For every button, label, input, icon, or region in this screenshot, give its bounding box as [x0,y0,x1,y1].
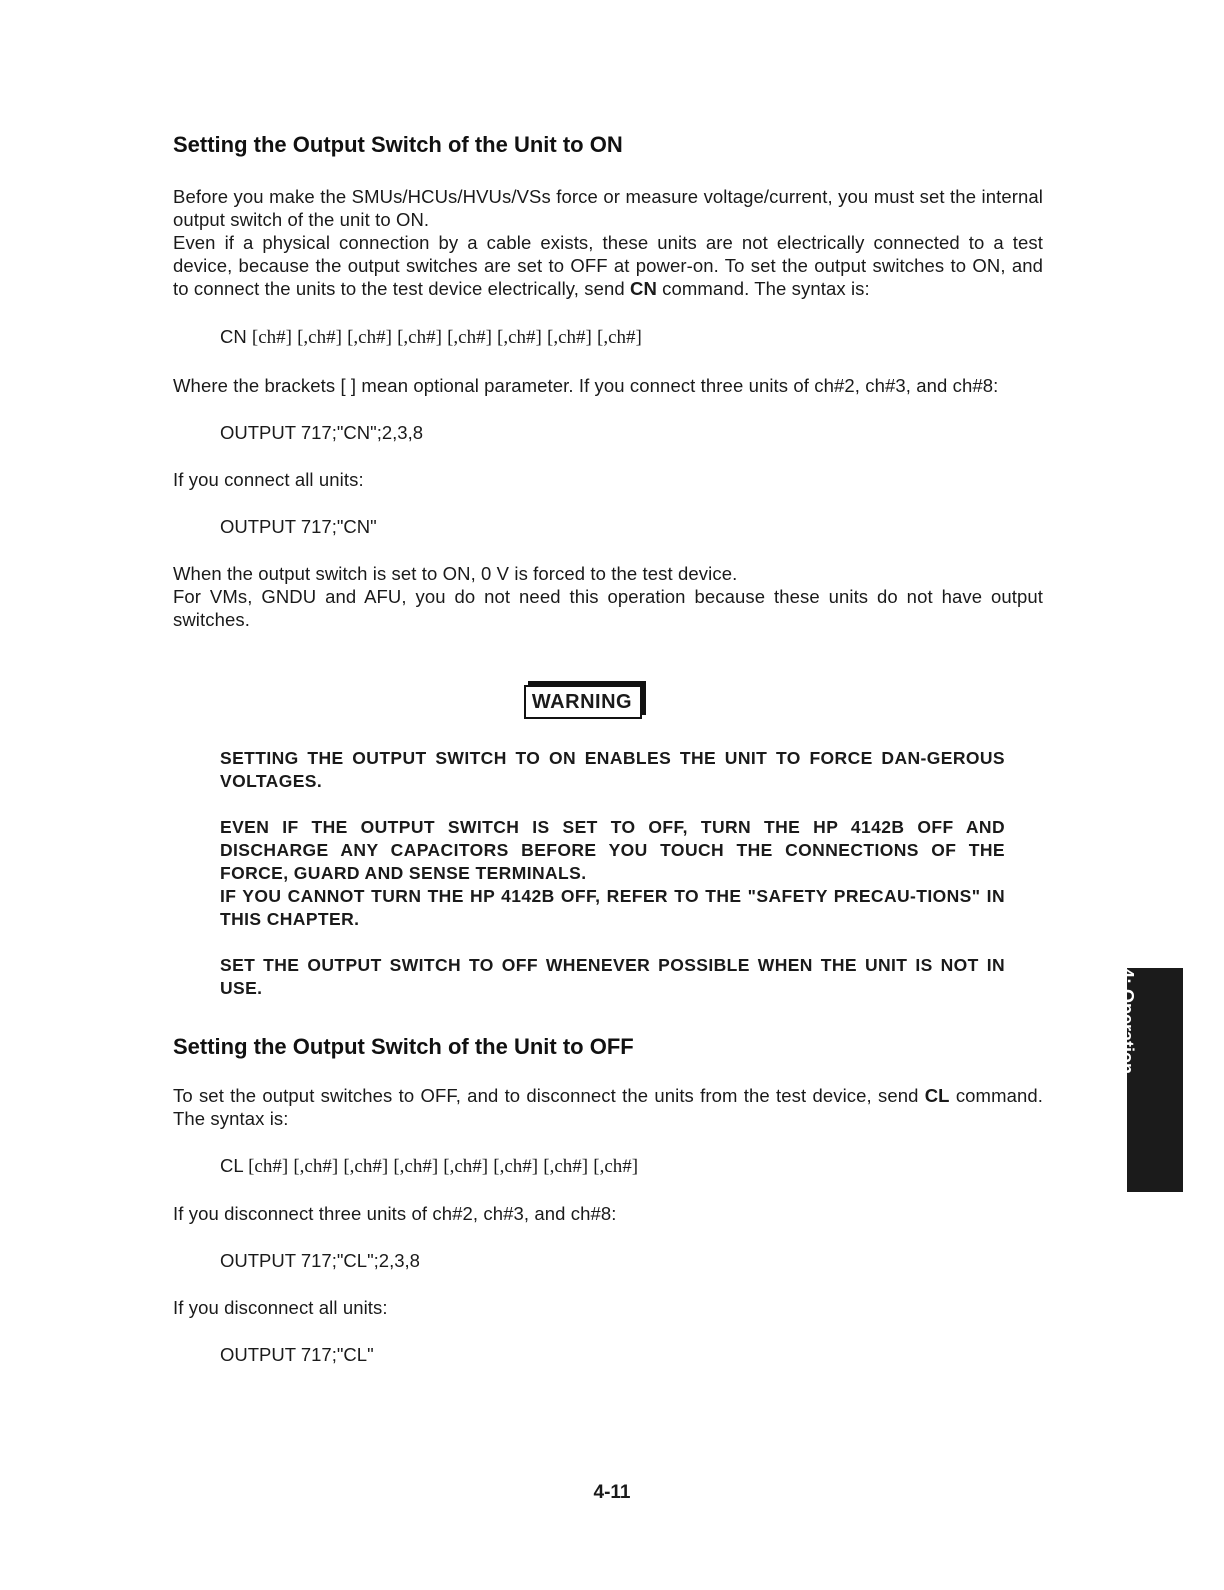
syntax-arg: [,ch#] [593,1156,639,1177]
paragraph-vms: For VMs, GNDU and AFU, you do not need this operation because these units do not have output switches. [173,586,1043,630]
warning-text-4: SET THE OUTPUT SWITCH TO OFF WHENEVER POSSIBLE WHEN THE UNIT IS NOT IN USE. [220,955,1005,998]
paragraph-connection-text-a: Even if a physical connection by a cable exists, these units are not electrically connected to a test device, because the output switches are set to OFF at power-on. To set the output switches to ON, and to connect the units to the test device electrically, send [173,232,1043,299]
example-cl-all: OUTPUT 717;"CL" [220,1344,374,1365]
paragraph-connect-all: If you connect all units: [173,469,364,490]
syntax-arg: [,ch#] [443,1156,489,1177]
warning-label-wrap [123,685,1043,719]
paragraph-connection [173,231,1043,300]
example-cn-three: OUTPUT 717;"CN";2,3,8 [220,422,424,443]
syntax-cn [220,325,1043,349]
heading-output-on: Setting the Output Switch of the Unit to ON [173,132,623,157]
paragraph-off-text-b: command. The syntax is: [173,1085,1043,1129]
command-cn: CN [630,278,657,299]
syntax-arg: [,ch#] [293,1156,339,1177]
syntax-arg: [,ch#] [597,327,642,348]
chapter-tab [1097,968,1183,1192]
example-cl-three: OUTPUT 717;"CL";2,3,8 [220,1250,420,1271]
paragraph-connection-text-b: command. The syntax is: [656,278,870,299]
syntax-arg: [ch#] [251,327,292,348]
syntax-arg: [,ch#] [297,327,342,348]
command-cl: CL [924,1085,950,1106]
paragraph-where: Where the brackets [ ] mean optional parameter. If you connect three units of ch#2, ch#3, and ch#8: [173,375,999,396]
syntax-cn-command: CN [220,326,247,347]
paragraph-off-text-a: To set the output switches to OFF, and to disconnect the units from the test device, send [173,1085,925,1106]
syntax-arg: [,ch#] [397,327,442,348]
warning-text-2: EVEN IF THE OUTPUT SWITCH IS SET TO OFF, TURN THE HP 4142B OFF AND DISCHARGE ANY CAPACITORS BEFORE YOU TOUCH THE CONNECTIONS OF THE FORCE, GUARD AND SENSE TERMINALS. [220,817,1005,883]
syntax-arg: [,ch#] [543,1156,589,1177]
paragraph-disconnect-all: If you disconnect all units: [173,1297,388,1318]
syntax-arg: [,ch#] [497,327,542,348]
paragraph-off [173,1084,1043,1130]
paragraph-zero-volt: When the output switch is set to ON, 0 V is forced to the test device. [173,563,738,584]
syntax-arg: [ch#] [248,1156,289,1177]
syntax-arg: [,ch#] [493,1156,539,1177]
syntax-arg: [,ch#] [347,327,392,348]
syntax-arg: [,ch#] [447,327,492,348]
syntax-arg: [,ch#] [547,327,592,348]
page-number: 4-11 [593,1482,631,1503]
page-content [173,130,1043,1366]
heading-output-off: Setting the Output Switch of the Unit to OFF [173,1034,634,1059]
warning-text-3: IF YOU CANNOT TURN THE HP 4142B OFF, REFER TO THE "SAFETY PRECAU-TIONS" IN THIS CHAPTER. [220,886,1005,929]
paragraph-disconnect-three: If you disconnect three units of ch#2, ch#3, and ch#8: [173,1203,617,1224]
chapter-tab-line-1: 4: Operation [1117,968,1137,1075]
syntax-arg: [,ch#] [393,1156,439,1177]
paragraph-intro: Before you make the SMUs/HCUs/HVUs/VSs force or measure voltage/current, you must set the internal output switch of the unit to ON. [173,186,1043,230]
example-cn-all: OUTPUT 717;"CN" [220,516,377,537]
chapter-tab-line-2: Guide [1097,968,1117,1020]
syntax-arg: [,ch#] [343,1156,389,1177]
chapter-tab-text [1097,968,1183,1192]
syntax-cl-command: CL [220,1155,243,1176]
warning-text-1: SETTING THE OUTPUT SWITCH TO ON ENABLES THE UNIT TO FORCE DAN-GEROUS VOLTAGES. [220,748,1005,791]
warning-label: WARNING [524,685,642,719]
syntax-cl [220,1154,1043,1178]
